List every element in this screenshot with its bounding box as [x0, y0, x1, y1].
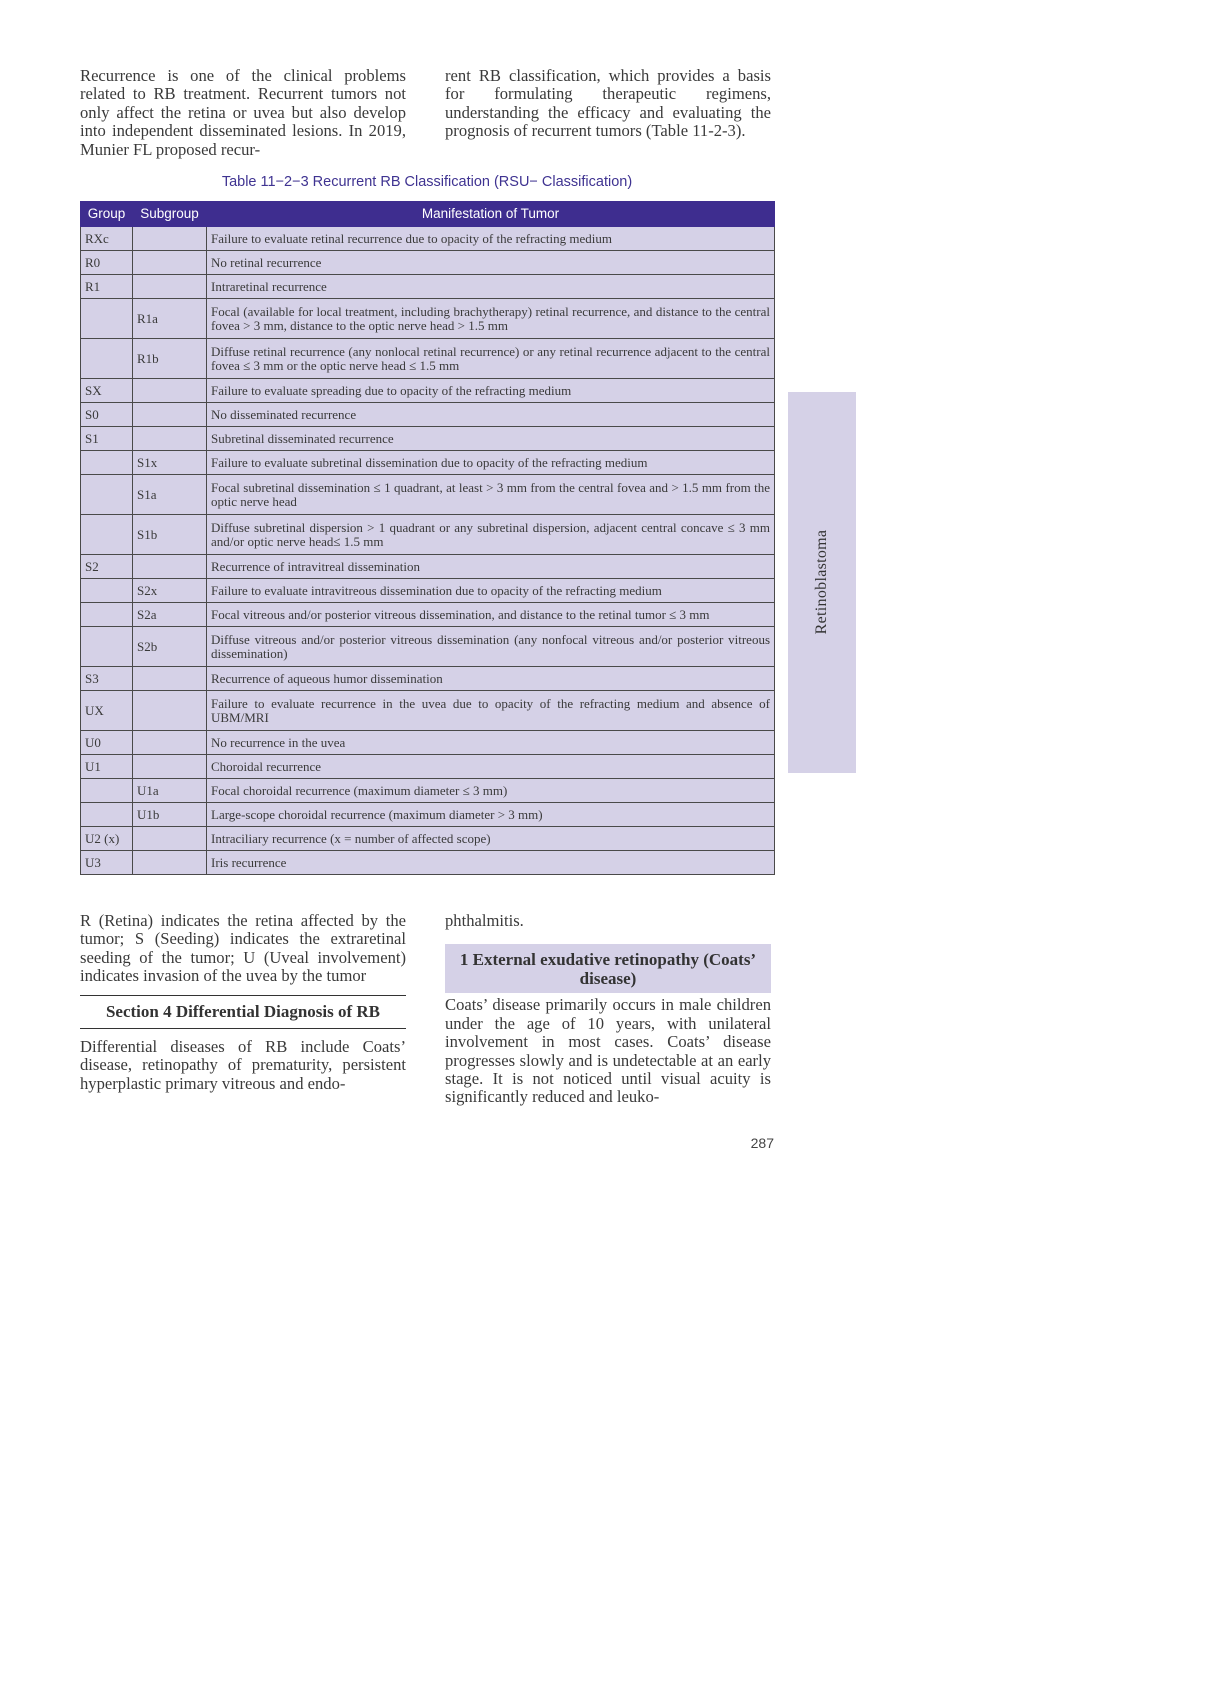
intro-paragraph-right: rent RB classification, which provides a basis for formulating therapeutic regimens, understanding the efficacy and evaluating the prognosis of recurrent tumors (Table 11-2-3).	[445, 66, 771, 141]
cell-group: SX	[81, 379, 133, 403]
cell-subgroup: R1b	[133, 339, 207, 379]
table-row	[81, 803, 775, 827]
cell-group	[81, 579, 133, 603]
section-body: Differential diseases of RB include Coats’ disease, retinopathy of prematurity, persistent hyperplastic primary vitreous and endo-	[80, 1037, 406, 1093]
table-header-row	[81, 202, 775, 227]
cell-manifestation: Diffuse subretinal dispersion > 1 quadrant or any subretinal dispersion, adjacent central concave ≤ 3 mm and/or optic nerve head≤ 1.5 mm	[207, 515, 775, 555]
table-row	[81, 275, 775, 299]
left-bottom-column	[80, 912, 406, 1093]
cell-group	[81, 451, 133, 475]
table-row	[81, 731, 775, 755]
cell-subgroup	[133, 667, 207, 691]
table-row	[81, 339, 775, 379]
cell-manifestation: Diffuse vitreous and/or posterior vitreous dissemination (any nonfocal vitreous and/or posterior vitreous dissemination)	[207, 627, 775, 667]
cell-subgroup	[133, 403, 207, 427]
cell-manifestation: Failure to evaluate retinal recurrence due to opacity of the refracting medium	[207, 227, 775, 251]
table-row	[81, 227, 775, 251]
table-row	[81, 627, 775, 667]
cell-manifestation: Failure to evaluate subretinal dissemination due to opacity of the refracting medium	[207, 451, 775, 475]
table-row	[81, 667, 775, 691]
cell-group: S1	[81, 427, 133, 451]
cell-manifestation: No disseminated recurrence	[207, 403, 775, 427]
cell-subgroup: S1x	[133, 451, 207, 475]
cell-subgroup	[133, 427, 207, 451]
cell-group	[81, 803, 133, 827]
intro-paragraph-left: Recurrence is one of the clinical problems related to RB treatment. Recurrent tumors not only affect the retina or uvea but also develop into independent disseminated lesions. In 2019, Munier FL proposed recur-	[80, 66, 406, 159]
section-heading: Section 4 Differential Diagnosis of RB	[80, 995, 406, 1029]
cell-subgroup	[133, 691, 207, 731]
table-row	[81, 827, 775, 851]
cell-subgroup: S2a	[133, 603, 207, 627]
right-bottom-column	[445, 912, 771, 1107]
cell-manifestation: Failure to evaluate spreading due to opacity of the refracting medium	[207, 379, 775, 403]
intro-left-column	[80, 67, 406, 159]
cell-subgroup: U1b	[133, 803, 207, 827]
continuation-text: phthalmitis.	[445, 911, 524, 930]
table-row	[81, 851, 775, 875]
cell-group: U0	[81, 731, 133, 755]
cell-subgroup	[133, 755, 207, 779]
intro-right-column	[445, 67, 771, 141]
cell-group	[81, 515, 133, 555]
cell-manifestation: No retinal recurrence	[207, 251, 775, 275]
cell-manifestation: Choroidal recurrence	[207, 755, 775, 779]
classification-table	[80, 201, 775, 875]
cell-group: S3	[81, 667, 133, 691]
cell-group: U2 (x)	[81, 827, 133, 851]
chapter-side-tab	[788, 392, 856, 773]
cell-subgroup: S1b	[133, 515, 207, 555]
cell-subgroup	[133, 555, 207, 579]
header-group: Group	[81, 202, 133, 227]
table-row	[81, 755, 775, 779]
table-row	[81, 579, 775, 603]
cell-manifestation: Focal vitreous and/or posterior vitreous dissemination, and distance to the retinal tumor ≤ 3 mm	[207, 603, 775, 627]
header-subgroup: Subgroup	[133, 202, 207, 227]
cell-manifestation: Intraciliary recurrence (x = number of affected scope)	[207, 827, 775, 851]
table-row	[81, 515, 775, 555]
cell-subgroup	[133, 851, 207, 875]
table-row	[81, 427, 775, 451]
cell-group	[81, 475, 133, 515]
cell-subgroup: S2b	[133, 627, 207, 667]
cell-group: UX	[81, 691, 133, 731]
cell-manifestation: Recurrence of intravitreal dissemination	[207, 555, 775, 579]
cell-subgroup	[133, 827, 207, 851]
table-row	[81, 691, 775, 731]
cell-manifestation: Iris recurrence	[207, 851, 775, 875]
cell-subgroup	[133, 251, 207, 275]
cell-group: R0	[81, 251, 133, 275]
header-manifestation: Manifestation of Tumor	[207, 202, 775, 227]
cell-subgroup: S2x	[133, 579, 207, 603]
cell-manifestation: Focal (available for local treatment, including brachytherapy) retinal recurrence, and distance to the central fovea > 3 mm, distance to the optic nerve head > 1.5 mm	[207, 299, 775, 339]
table-row	[81, 475, 775, 515]
cell-manifestation: Focal choroidal recurrence (maximum diameter ≤ 3 mm)	[207, 779, 775, 803]
cell-group: U3	[81, 851, 133, 875]
cell-subgroup: U1a	[133, 779, 207, 803]
subsection-heading: 1 External exudative retinopathy (Coats’ disease)	[445, 944, 771, 993]
cell-subgroup	[133, 227, 207, 251]
cell-manifestation: Focal subretinal dissemination ≤ 1 quadrant, at least > 3 mm from the central fovea and > 1.5 mm from the optic nerve head	[207, 475, 775, 515]
side-tab-label: Retinoblastoma	[813, 529, 830, 635]
cell-group: S0	[81, 403, 133, 427]
table-row	[81, 251, 775, 275]
cell-group	[81, 779, 133, 803]
cell-subgroup	[133, 275, 207, 299]
subsection-body: Coats’ disease primarily occurs in male children under the age of 10 years, with unilateral involvement in most cases. Coats’ disease progresses slowly and is undetectable at an early stage. It is not noticed until visual acuity is significantly reduced and leuko-	[445, 995, 771, 1107]
cell-manifestation: Recurrence of aqueous humor dissemination	[207, 667, 775, 691]
table-row	[81, 299, 775, 339]
table-row	[81, 451, 775, 475]
cell-group: R1	[81, 275, 133, 299]
cell-manifestation: Failure to evaluate intravitreous dissemination due to opacity of the refracting medium	[207, 579, 775, 603]
cell-group	[81, 627, 133, 667]
cell-group: S2	[81, 555, 133, 579]
cell-manifestation: Intraretinal recurrence	[207, 275, 775, 299]
page-number: 287	[750, 1135, 774, 1151]
table-row	[81, 779, 775, 803]
cell-manifestation: Large-scope choroidal recurrence (maximum diameter > 3 mm)	[207, 803, 775, 827]
cell-manifestation: Failure to evaluate recurrence in the uvea due to opacity of the refracting medium and absence of UBM/MRI	[207, 691, 775, 731]
cell-subgroup	[133, 379, 207, 403]
table-row	[81, 603, 775, 627]
table-caption: Table 11−2−3 Recurrent RB Classification (RSU− Classification)	[221, 174, 633, 190]
cell-group	[81, 299, 133, 339]
cell-group: U1	[81, 755, 133, 779]
cell-manifestation: Diffuse retinal recurrence (any nonlocal retinal recurrence) or any retinal recurrence adjacent to the central fovea ≤ 3 mm or the optic nerve head ≤ 1.5 mm	[207, 339, 775, 379]
table-row	[81, 555, 775, 579]
table-row	[81, 379, 775, 403]
cell-group	[81, 339, 133, 379]
cell-group: RXc	[81, 227, 133, 251]
cell-subgroup	[133, 731, 207, 755]
cell-group	[81, 603, 133, 627]
table-footnote: R (Retina) indicates the retina affected by the tumor; S (Seeding) indicates the extraretinal seeding of the tumor; U (Uveal involvement) indicates invasion of the uvea by the tumor	[80, 911, 406, 986]
table-row	[81, 403, 775, 427]
cell-subgroup: R1a	[133, 299, 207, 339]
cell-manifestation: No recurrence in the uvea	[207, 731, 775, 755]
cell-manifestation: Subretinal disseminated recurrence	[207, 427, 775, 451]
cell-subgroup: S1a	[133, 475, 207, 515]
